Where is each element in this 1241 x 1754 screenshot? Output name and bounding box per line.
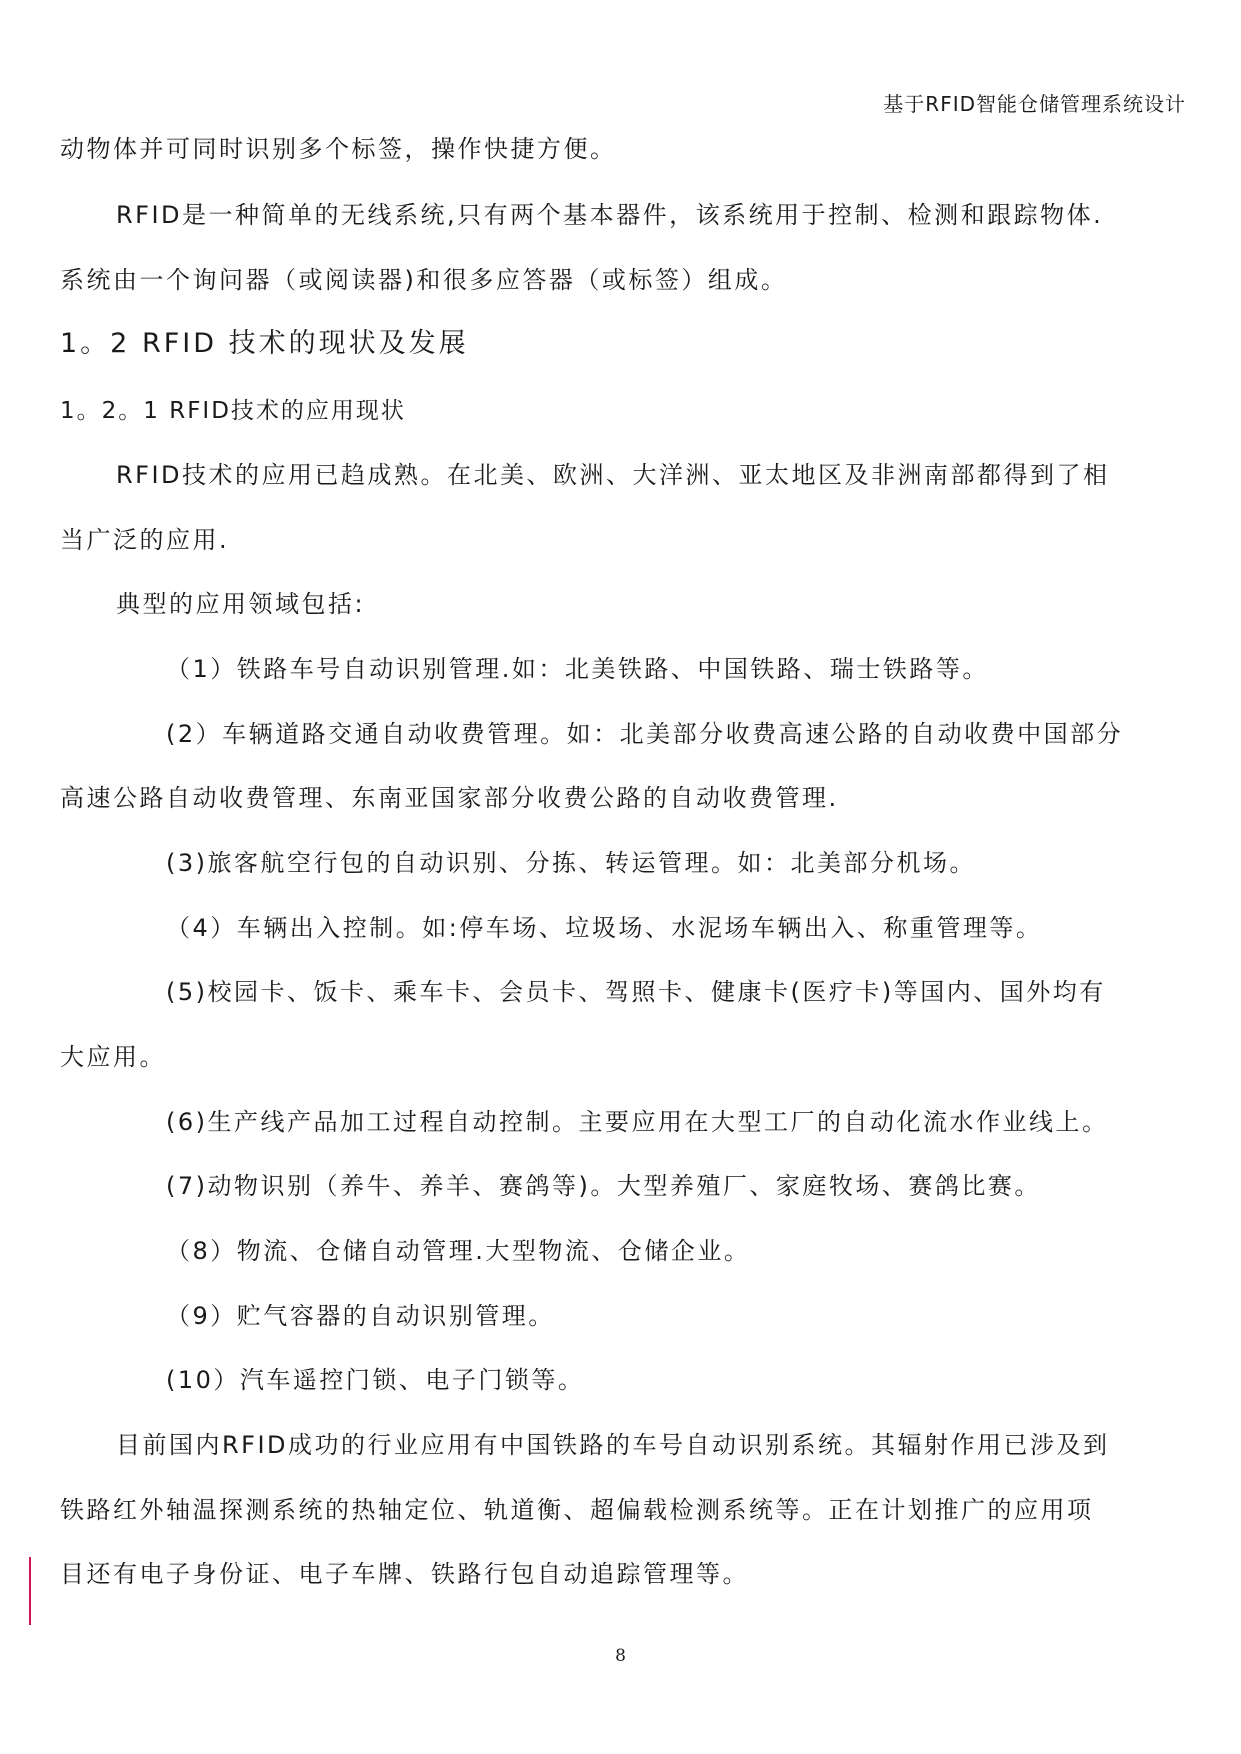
list-item: （8）物流、仓储自动管理.大型物流、仓储企业。 (166, 1237, 751, 1265)
list-item: （1）铁路车号自动识别管理.如：北美铁路、中国铁路、瑞士铁路等。 (166, 655, 989, 683)
page-number: 8 (615, 1646, 626, 1666)
list-item: (6)生产线产品加工过程自动控制。主要应用在大型工厂的自动化流水作业线上。 (166, 1108, 1109, 1136)
list-item: (7)动物识别（养牛、养羊、赛鸽等)。大型养殖厂、家庭牧场、赛鸽比赛。 (166, 1172, 1041, 1200)
body-line: RFID技术的应用已趋成熟。在北美、欧洲、大洋洲、亚太地区及非洲南部都得到了相 (116, 461, 1110, 489)
revision-change-bar (29, 1557, 31, 1625)
list-item: （9）贮气容器的自动识别管理。 (166, 1302, 555, 1330)
body-line: 大应用。 (60, 1043, 166, 1071)
body-line: 目前国内RFID成功的行业应用有中国铁路的车号自动识别系统。其辐射作用已涉及到 (116, 1431, 1110, 1459)
body-line: 动物体并可同时识别多个标签，操作快捷方便。 (60, 135, 617, 163)
body-line: 系统由一个询问器（或阅读器)和很多应答器（或标签）组成。 (60, 266, 788, 294)
list-item: (10）汽车遥控门锁、电子门锁等。 (166, 1366, 585, 1394)
body-line: 典型的应用领域包括: (116, 590, 366, 618)
body-line: 当广泛的应用. (60, 526, 230, 554)
list-item: (3)旅客航空行包的自动识别、分拣、转运管理。如：北美部分机场。 (166, 849, 976, 877)
subsection-heading: 1。2。1 RFID技术的应用现状 (60, 398, 406, 424)
list-item: （4）车辆出入控制。如:停车场、垃圾场、水泥场车辆出入、称重管理等。 (166, 914, 1043, 942)
running-header: 基于RFID智能仓储管理系统设计 (883, 92, 1186, 116)
body-line: 目还有电子身份证、电子车牌、铁路行包自动追踪管理等。 (60, 1560, 749, 1588)
body-line: 高速公路自动收费管理、东南亚国家部分收费公路的自动收费管理. (60, 784, 839, 812)
body-line: RFID是一种简单的无线系统,只有两个基本器件，该系统用于控制、检测和跟踪物体. (116, 201, 1104, 229)
section-heading: 1。2 RFID 技术的现状及发展 (60, 328, 469, 359)
list-item: (2）车辆道路交通自动收费管理。如：北美部分收费高速公路的自动收费中国部分 (166, 720, 1124, 748)
list-item: (5)校园卡、饭卡、乘车卡、会员卡、驾照卡、健康卡(医疗卡)等国内、国外均有 (166, 978, 1106, 1006)
body-line: 铁路红外轴温探测系统的热轴定位、轨道衡、超偏载检测系统等。正在计划推广的应用项 (60, 1496, 1094, 1524)
